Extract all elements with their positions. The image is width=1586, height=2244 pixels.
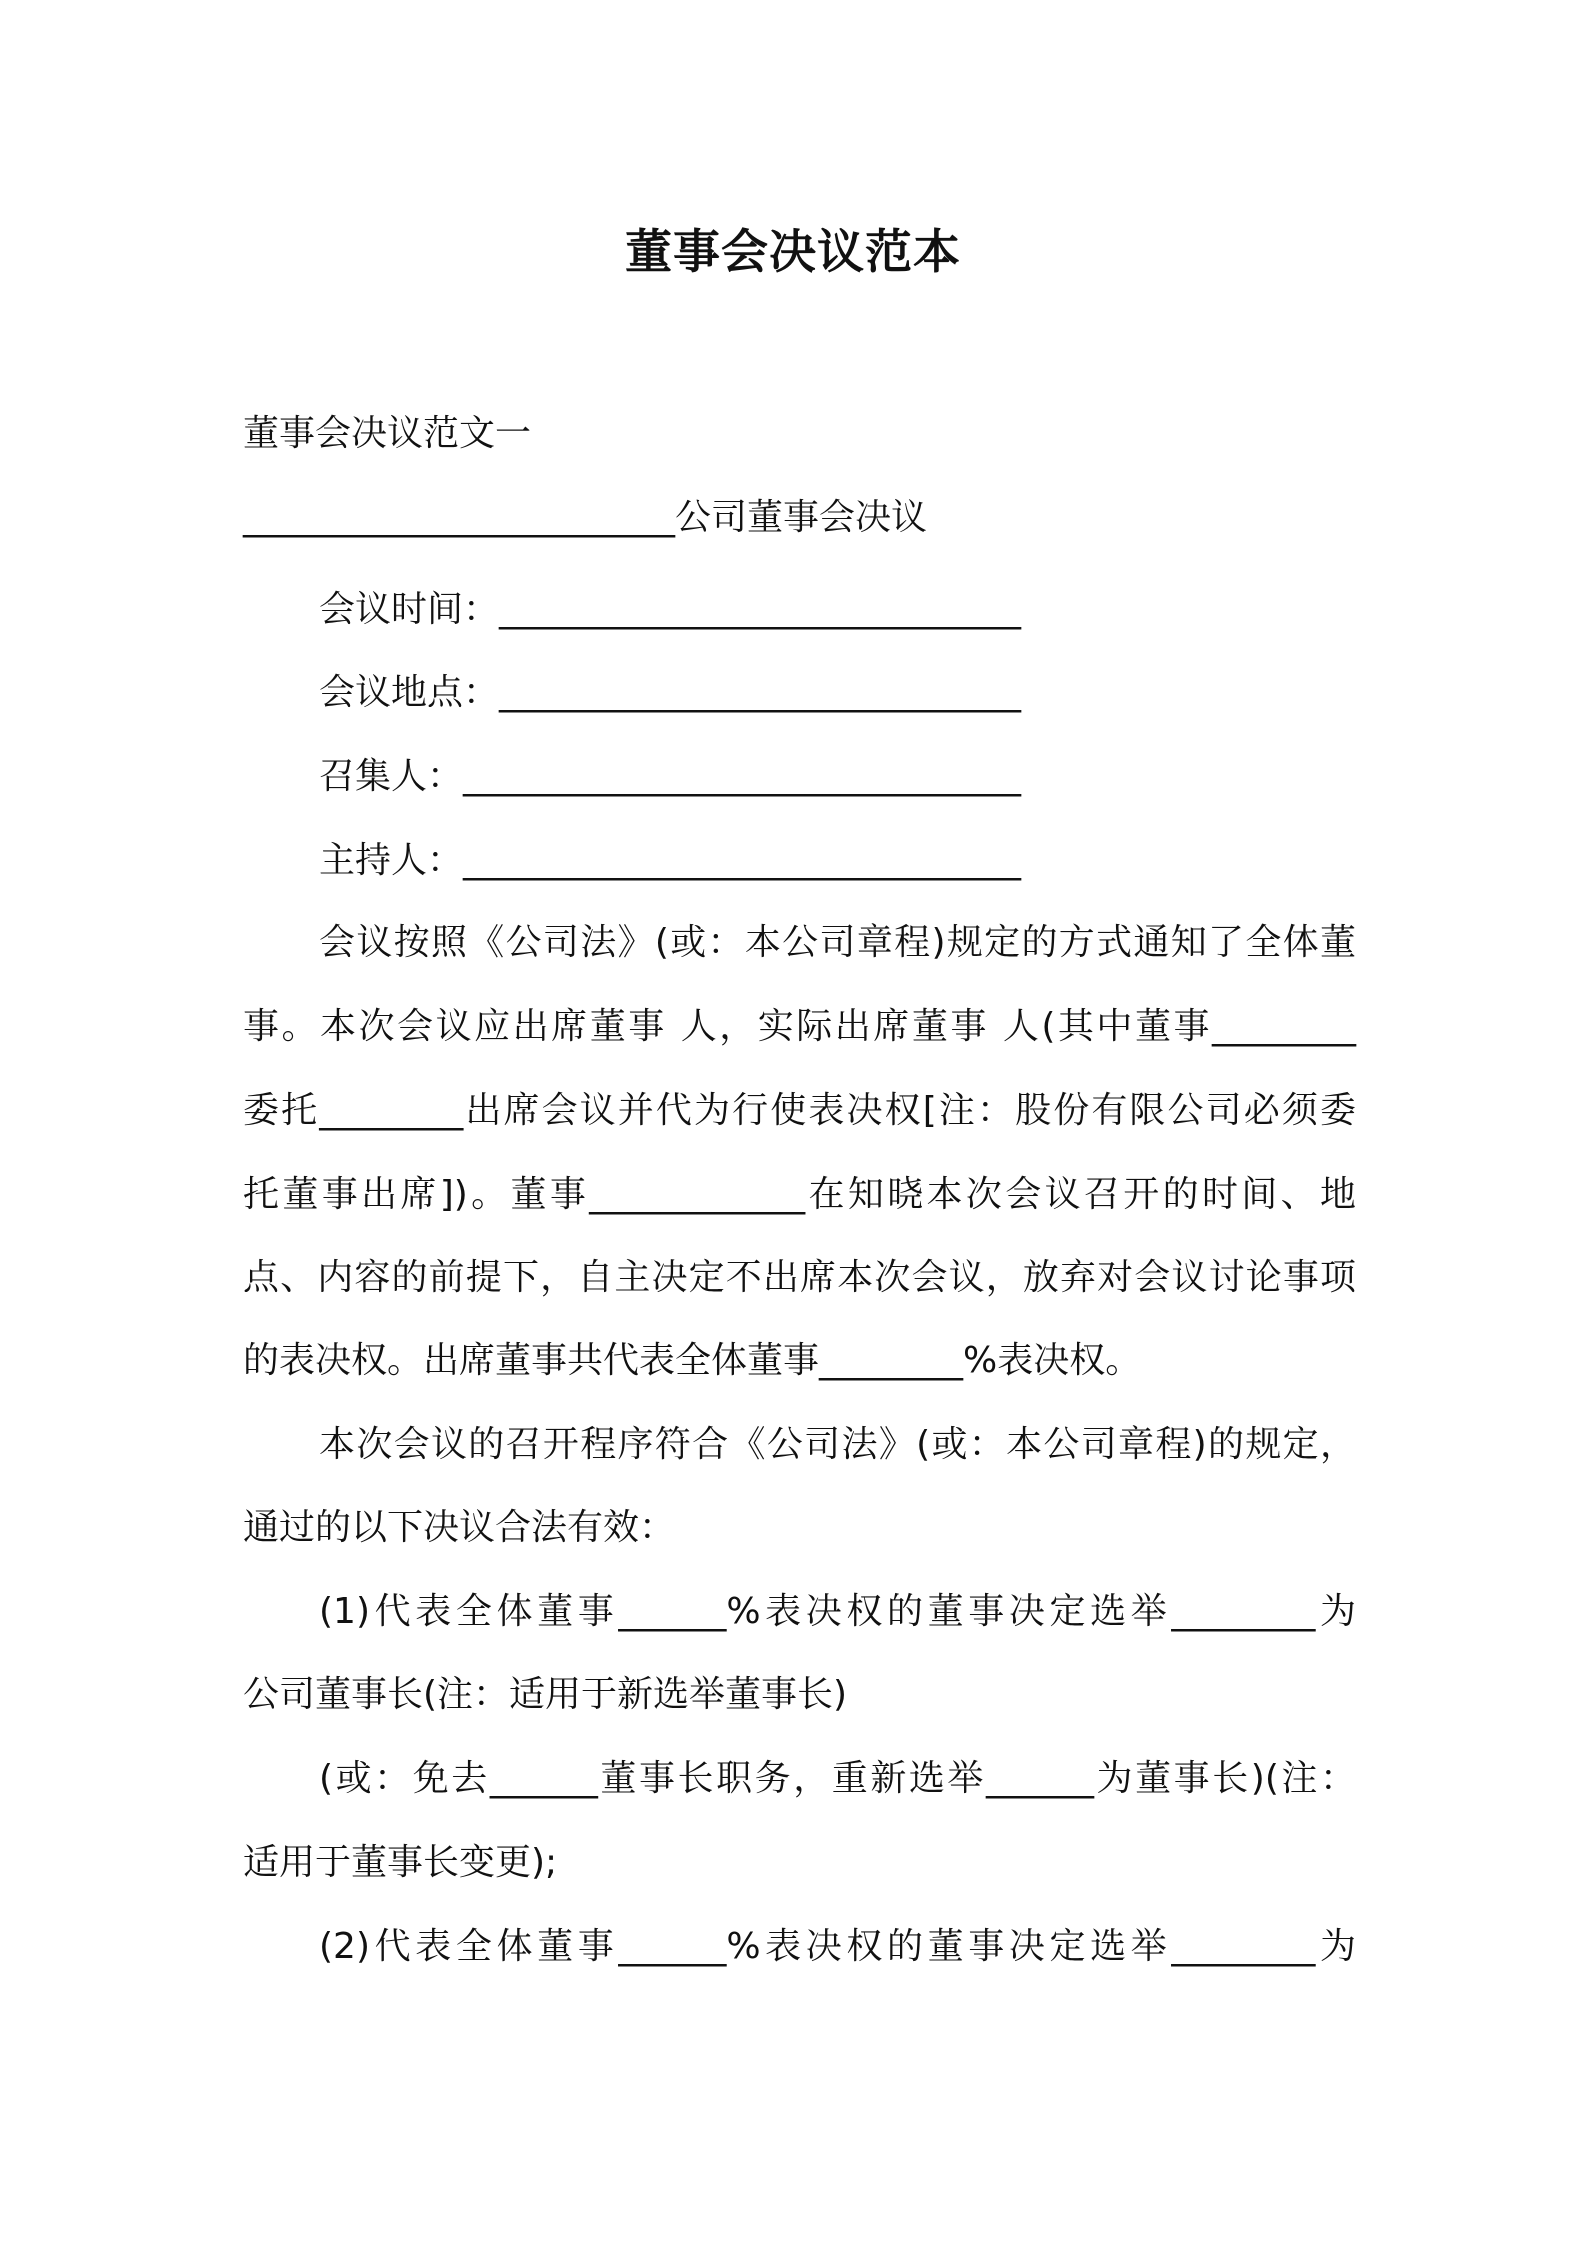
field-blank: _____________________________ <box>499 589 1022 630</box>
host-field <box>319 836 1021 886</box>
body-line: 事。本次会议应出席董事 人，实际出席董事 人(其中董事________ <box>243 1006 1356 1047</box>
meeting-time-field <box>319 585 1021 635</box>
field-label: 召集人： <box>319 756 464 797</box>
body-line: 公司董事长(注：适用于新选举董事长) <box>243 1674 848 1715</box>
field-label: 会议地点： <box>319 672 500 713</box>
body-line: 委托________出席会议并代为行使表决权[注：股份有限公司必须委 <box>243 1090 1356 1131</box>
field-blank: _______________________________ <box>463 756 1022 797</box>
body-line: 的表决权。出席董事共代表全体董事________%表决权。 <box>243 1340 1142 1381</box>
convener-field <box>319 752 1021 802</box>
company-resolution-line: ________________________公司董事会决议 <box>243 497 928 538</box>
section-heading: 董事会决议范文一 <box>243 413 532 454</box>
field-blank: _____________________________ <box>499 672 1022 713</box>
body-line: (或：免去______董事长职务，重新选举______为董事长)(注： <box>319 1758 1356 1799</box>
body-line: 点、内容的前提下，自主决定不出席本次会议，放弃对会议讨论事项 <box>243 1257 1356 1298</box>
body-line: 本次会议的召开程序符合《公司法》(或：本公司章程)的规定， <box>319 1424 1356 1465</box>
body-line: 通过的以下决议合法有效： <box>243 1507 676 1548</box>
body-line: 托董事出席])。董事____________在知晓本次会议召开的时间、地 <box>243 1174 1356 1215</box>
body-line: 会议按照《公司法》(或：本公司章程)规定的方式通知了全体董 <box>319 922 1356 963</box>
resolution-item: (1)代表全体董事______%表决权的董事决定选举________为 <box>319 1591 1356 1632</box>
field-blank: _______________________________ <box>463 840 1022 881</box>
meeting-place-field <box>319 668 1021 718</box>
field-label: 会议时间： <box>319 589 500 630</box>
resolution-item: (2)代表全体董事______%表决权的董事决定选举________为 <box>319 1926 1356 1967</box>
field-label: 主持人： <box>319 840 464 881</box>
body-line: 适用于董事长变更); <box>243 1842 558 1883</box>
document-title: 董事会决议范本 <box>625 225 961 280</box>
